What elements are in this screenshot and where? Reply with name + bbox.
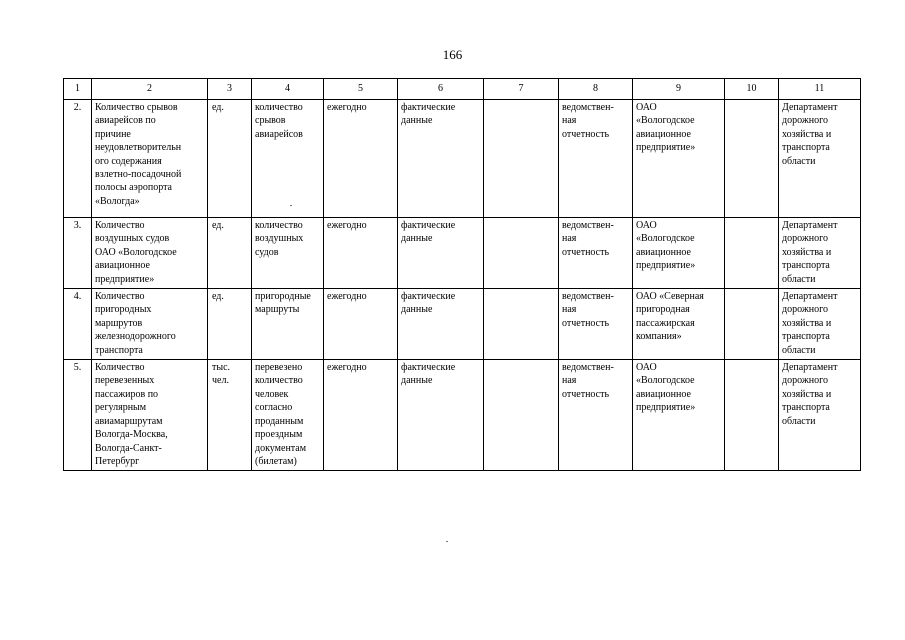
row-number: 5. bbox=[64, 360, 92, 471]
empty-cell bbox=[725, 100, 779, 218]
empty-cell bbox=[484, 218, 559, 289]
header-cell: 6 bbox=[398, 79, 484, 100]
header-cell: 5 bbox=[324, 79, 398, 100]
data-source: ведомствен- ная отчетность bbox=[559, 360, 633, 471]
empty-cell bbox=[484, 289, 559, 360]
calculation-method: фактические данные bbox=[398, 218, 484, 289]
indicator-name: Количество пригородных маршрутов железнодорожного транспорта bbox=[92, 289, 208, 360]
periodicity: ежегодно bbox=[324, 289, 398, 360]
responsible-organization: ОАО «Вологодское авиационное предприятие» bbox=[633, 218, 725, 289]
empty-cell bbox=[484, 100, 559, 218]
row-number: 2. bbox=[64, 100, 92, 218]
empty-cell bbox=[725, 360, 779, 471]
periodicity: ежегодно bbox=[324, 218, 398, 289]
unit-of-measure: тыс. чел. bbox=[208, 360, 252, 471]
table-row bbox=[64, 218, 861, 289]
header-cell: 4 bbox=[252, 79, 324, 100]
header-cell: 3 bbox=[208, 79, 252, 100]
responsible-organization: ОАО «Вологодское авиационное предприятие» bbox=[633, 360, 725, 471]
row-number: 4. bbox=[64, 289, 92, 360]
page-number: 166 bbox=[442, 47, 463, 62]
indicator-name: Количество перевезенных пассажиров по регулярным авиамаршрутам Вологда-Москва, Вологда-Санкт- Петербург bbox=[92, 360, 208, 471]
unit-of-measure: ед. bbox=[208, 218, 252, 289]
table-row bbox=[64, 289, 861, 360]
calculation-method: фактические данные bbox=[398, 100, 484, 218]
table-row bbox=[64, 100, 861, 218]
header-cell: 11 bbox=[779, 79, 861, 100]
indicator-definition: перевезено количество человек согласно проданным проездным документам (билетам) bbox=[252, 360, 324, 471]
empty-cell bbox=[725, 218, 779, 289]
row-number: 3. bbox=[64, 218, 92, 289]
header-cell: 7 bbox=[484, 79, 559, 100]
empty-cell bbox=[484, 360, 559, 471]
header-cell: 2 bbox=[92, 79, 208, 100]
table-row bbox=[64, 360, 861, 471]
indicator-definition: количество воздушных судов bbox=[252, 218, 324, 289]
data-source: ведомствен- ная отчетность bbox=[559, 289, 633, 360]
indicator-name: Количество воздушных судов ОАО «Вологодское авиационное предприятие» bbox=[92, 218, 208, 289]
data-source: ведомствен- ная отчетность bbox=[559, 218, 633, 289]
unit-of-measure: ед. bbox=[208, 289, 252, 360]
header-cell: 9 bbox=[633, 79, 725, 100]
indicator-definition: количество срывов авиарейсов bbox=[252, 100, 324, 218]
responsible-organization: ОАО «Северная пригородная пассажирская компания» bbox=[633, 289, 725, 360]
indicators-table bbox=[63, 78, 861, 471]
header-cell: 1 bbox=[64, 79, 92, 100]
unit-of-measure: ед. bbox=[208, 100, 252, 218]
indicator-name: Количество срывов авиарейсов по причине неудовлетворительн ого содержания взлетно-посадочной полосы аэропорта «Вологда» bbox=[92, 100, 208, 218]
calculation-method: фактические данные bbox=[398, 289, 484, 360]
indicator-definition: пригородные маршруты bbox=[252, 289, 324, 360]
header-cell: 8 bbox=[559, 79, 633, 100]
header-cell: 10 bbox=[725, 79, 779, 100]
periodicity: ежегодно bbox=[324, 100, 398, 218]
responsible-department: Департамент дорожного хозяйства и транспорта области bbox=[779, 360, 861, 471]
header-row bbox=[64, 79, 861, 100]
responsible-department: Департамент дорожного хозяйства и транспорта области bbox=[779, 289, 861, 360]
responsible-department: Департамент дорожного хозяйства и транспорта области bbox=[779, 100, 861, 218]
scan-speck bbox=[290, 205, 292, 206]
periodicity: ежегодно bbox=[324, 360, 398, 471]
responsible-department: Департамент дорожного хозяйства и транспорта области bbox=[779, 218, 861, 289]
scan-speck bbox=[446, 541, 448, 542]
data-source: ведомствен- ная отчетность bbox=[559, 100, 633, 218]
empty-cell bbox=[725, 289, 779, 360]
responsible-organization: ОАО «Вологодское авиационное предприятие» bbox=[633, 100, 725, 218]
calculation-method: фактические данные bbox=[398, 360, 484, 471]
